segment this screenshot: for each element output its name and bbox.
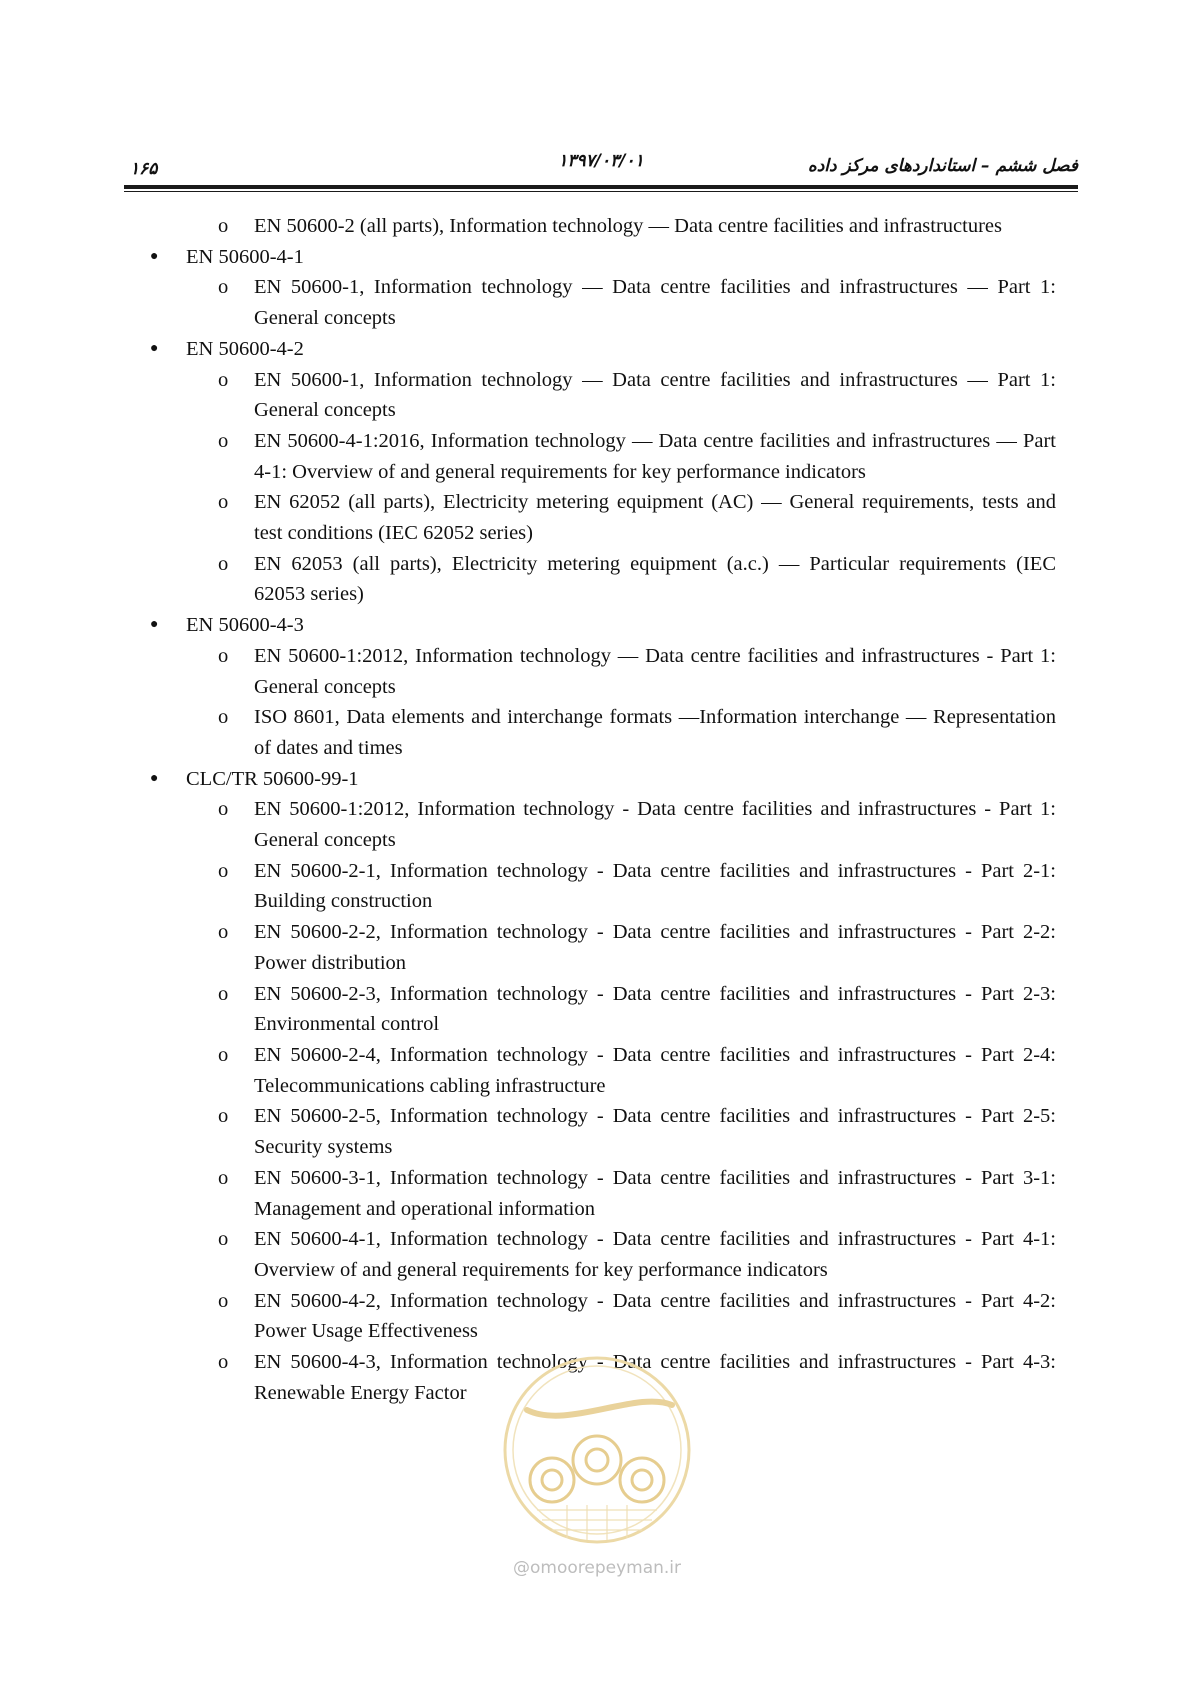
list-item-level2 (0, 1101, 1056, 1162)
list-item-text: EN 62053 (all parts), Electricity metering equipment (a.c.) — Particular requirements (IEC 62053 series) (254, 552, 1056, 606)
header-rule-thin (124, 191, 1078, 192)
list-item-level2 (0, 426, 1056, 487)
circle-marker: o (218, 1289, 229, 1312)
list-item-level2 (0, 856, 1056, 917)
list-item-text: EN 50600-1, Information technology — Data centre facilities and infrastructures — Part 1: General concepts (254, 368, 1056, 422)
circle-marker: o (218, 215, 229, 237)
bullet-marker: ● (150, 770, 159, 786)
bullet-marker: ● (150, 340, 159, 356)
list-item-text: EN 62052 (all parts), Electricity metering equipment (AC) — General requirements, tests and test conditions (IEC 62052 series) (254, 491, 1056, 545)
list-item-level2 (0, 1040, 1056, 1101)
list-item-level2 (0, 794, 1056, 855)
list-item-text: EN 50600-2-5, Information technology - Data centre facilities and infrastructures - Part 2-5: Security systems (254, 1105, 1056, 1159)
circle-marker: o (218, 1166, 229, 1189)
list-item-text: EN 50600-1:2012, Information technology — Data centre facilities and infrastructures - Part 1: General concepts (254, 644, 1056, 698)
circle-marker: o (218, 491, 229, 514)
list-item-level2 (0, 487, 1056, 548)
circle-marker: o (218, 1228, 229, 1251)
list-item-text: EN 50600-4-2 (186, 337, 304, 360)
watermark-url: @omoorepeyman.ir (512, 1558, 682, 1578)
list-item-level2 (0, 641, 1056, 702)
list-item-text: EN 50600-3-1, Information technology - Data centre facilities and infrastructures - Part 3-1: Management and operational information (254, 1166, 1056, 1220)
list-item-level2 (0, 365, 1056, 426)
page-number: ۱۶۵ (130, 159, 158, 179)
circle-marker: o (218, 921, 229, 944)
circle-marker: o (218, 859, 229, 882)
circle-marker: o (218, 276, 229, 299)
circle-marker: o (218, 368, 229, 391)
circle-marker: o (218, 1043, 229, 1066)
list-item-level2 (0, 1163, 1056, 1224)
list-item-level2 (0, 1224, 1056, 1285)
list-item-level1 (0, 610, 1056, 641)
list-item-level2 (0, 917, 1056, 978)
list-item-level1 (0, 764, 1056, 795)
header-rule-thick (124, 185, 1078, 189)
chapter-title: فصل ششم – استانداردهای مرکز داده (807, 156, 1078, 176)
list-item-text: EN 50600-2-4, Information technology - Data centre facilities and infrastructures - Part 2-4: Telecommunications cabling infrastructure (254, 1043, 1056, 1097)
list-item-level2 (0, 549, 1056, 610)
list-item-level2 (0, 1286, 1056, 1347)
list-item-text: EN 50600-4-3 (186, 614, 304, 637)
references-list (0, 211, 1191, 1408)
list-item-level2 (0, 211, 1056, 242)
list-item-text: EN 50600-2-3, Information technology - Data centre facilities and infrastructures - Part 2-3: Environmental control (254, 982, 1056, 1036)
list-item-level1 (0, 242, 1056, 273)
circle-marker: o (218, 982, 229, 1005)
list-item-text: EN 50600-1, Information technology — Data centre facilities and infrastructures — Part 1: General concepts (254, 276, 1056, 330)
list-item-text: EN 50600-4-1:2016, Information technology — Data centre facilities and infrastructures — Part 4-1: Overview of and general requirements for key performance indicators (254, 429, 1056, 483)
bullet-marker: ● (150, 248, 159, 264)
list-item-text: EN 50600-4-1 (186, 245, 304, 268)
list-item-text: EN 50600-2-2, Information technology - Data centre facilities and infrastructures - Part 2-2: Power distribution (254, 921, 1056, 974)
list-item-text: EN 50600-2 (all parts), Information technology — Data centre facilities and infrastructures (254, 215, 1002, 237)
circle-marker: o (218, 1105, 229, 1128)
list-item-text: EN 50600-1:2012, Information technology - Data centre facilities and infrastructures - Part 1: General concepts (254, 798, 1056, 852)
watermark (497, 1350, 697, 1620)
list-item-text: EN 50600-4-2, Information technology - Data centre facilities and infrastructures - Part 4-2: Power Usage Effectiveness (254, 1289, 1056, 1343)
circle-marker: o (218, 706, 229, 729)
list-item-text: EN 50600-4-1, Information technology - Data centre facilities and infrastructures - Part 4-1: Overview of and general requirements for key performance indicators (254, 1228, 1056, 1281)
list-item-level2 (0, 272, 1056, 333)
list-item-text: EN 50600-2-1, Information technology - Data centre facilities and infrastructures - Part 2-1: Building construction (254, 859, 1056, 913)
circle-marker: o (218, 552, 229, 575)
list-item-text: ISO 8601, Data elements and interchange formats —Information interchange — Representation of dates and times (254, 706, 1056, 759)
circle-marker: o (218, 798, 229, 821)
circle-marker: o (218, 1351, 229, 1374)
page-header (124, 150, 1078, 190)
header-date: ۱۳۹۷/۰۳/۰۱ (558, 151, 644, 171)
list-item-level2 (0, 979, 1056, 1040)
list-item-level2 (0, 702, 1056, 763)
list-item-text: EN 50600-4-3, Information technology - Data centre facilities and infrastructures - Part 4-3: Renewable Energy Factor (254, 1351, 1056, 1404)
circle-marker: o (218, 429, 229, 452)
omoorepeyman-seal-icon (497, 1350, 697, 1550)
list-item-level1 (0, 334, 1056, 365)
bullet-marker: ● (150, 617, 159, 633)
list-item-text: CLC/TR 50600-99-1 (186, 767, 359, 790)
circle-marker: o (218, 644, 229, 667)
